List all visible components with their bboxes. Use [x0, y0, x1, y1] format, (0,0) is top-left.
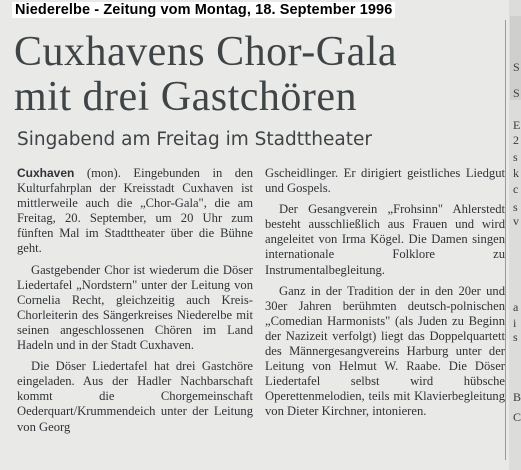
neighbor-letter: s [513, 200, 518, 214]
subheadline: Singabend am Freitag im Stadttheater [17, 129, 372, 150]
headline-line-2: mit drei Gastchören [14, 74, 358, 120]
paragraph: Die Döser Liedertafel hat drei Gastchöre eingeladen. Aus der Hadler Nachbarschaft kommt die Chorgemeinschaft Oederquart/Krummendeich unter der Leitung von Georg [17, 359, 253, 434]
paragraph: Gastgebender Chor ist wiederum die Döser Liedertafel „Nordstern" unter der Leitung von Cornelia Recht, gleichzeitig auch Kreis-Chorleiterin des Sängerkreises Niederelbe mit seinen angeschlossenen Chören im Land Hadeln und in der Stadt Cuxhaven. [17, 262, 253, 353]
neighbor-letter: a [513, 300, 519, 314]
neighbor-letter: C [513, 410, 521, 424]
neighbor-letter: s [513, 150, 518, 164]
source-line: Niederelbe - Zeitung vom Montag, 18. September 1996 [12, 2, 395, 18]
paragraph: Ganz in der Tradition der in den 20er und 30er Jahren berühmten deutsch-polnischen „Comedian Harmonists" (als Juden zu Beginn der Nazizeit verfolgt) liegt das Doppelquartett des Männergesangvereins Harburg unter der Leitung von Helmut W. Raabe. Die Döser Liedertafel selbst wird hübsche Operettenmelodien, teils mit Klavierbegleitung von Dieter Kirchner, intonieren. [265, 283, 505, 419]
paragraph: Gscheidlinger. Er dirigiert geistliches Liedgut und Gospels. [265, 166, 505, 196]
article-column-right [265, 166, 505, 426]
headline-line-1: Cuxhavens Chor-Gala [14, 29, 398, 75]
neighbor-letter: S [513, 86, 520, 100]
neighbor-letter: v [513, 214, 519, 228]
dateline-place: Cuxhaven [17, 166, 75, 180]
paragraph-text: (mon). Eingebunden in den Kulturfahrplan der Kreisstadt Cuxhaven ist mittlerweile auch die „Chor-Gala", die am Freitag, 20. September, um 20 Uhr zum fünften Mal im Stadttheater über die Bühne geht. [17, 166, 253, 256]
paragraph: Der Gesangverein „Frohsinn" Ahlerstedt besteht ausschließlich aus Frauen und wird angeleitet von Irma Kögel. Die Damen singen internationale Folklore zu Instrumentalbegleitung. [265, 202, 505, 277]
neighbor-letter: B [513, 390, 521, 404]
article-column-left [17, 166, 253, 441]
neighbor-letter: k [513, 166, 519, 180]
neighbor-letter: s [513, 330, 518, 344]
headline [14, 30, 499, 120]
neighbor-letter: 2 [513, 133, 519, 147]
paragraph [17, 166, 253, 257]
column-divider [505, 20, 506, 460]
neighbor-letter: E [513, 118, 521, 132]
neighbor-letter: i [513, 316, 517, 330]
neighbor-letter: S [513, 60, 520, 74]
neighbor-letter: c [513, 182, 519, 196]
